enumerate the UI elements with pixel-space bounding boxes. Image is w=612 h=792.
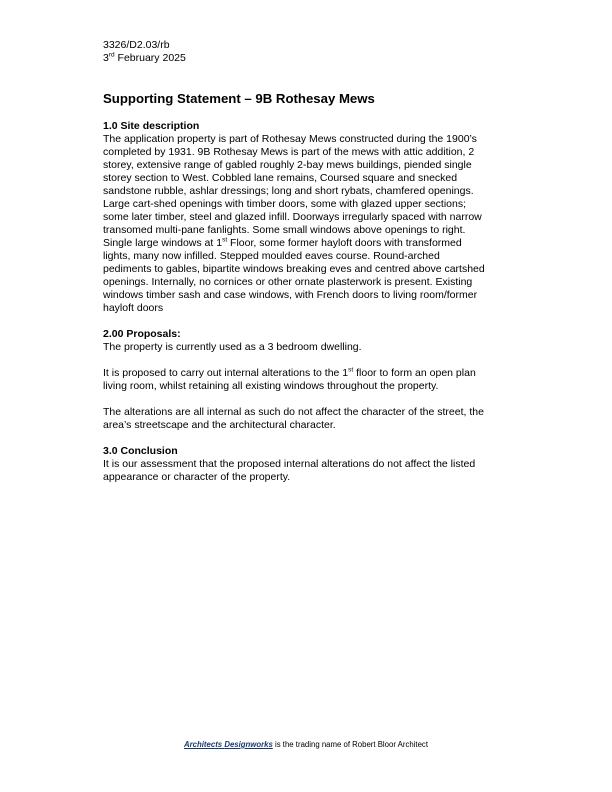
- text-part: The application property is part of Rothesay Mews constructed during the 1900’s completed by 1931. 9B Rothesay Mews is part of the mews with attic addition, 2 storey, extensive range of gabled roughly 2-bay mews buildings, piended single storey section to West. Cobbled lane remains, Coursed square and snecked sandstone rubble, ashlar dressings; long and short rybats, chamfered openings. Large cart-shed openings with timber doors, some with glazed upper sections; some later timber, steel and glazed infill. Doorways irregularly spaced with narrow transomed multi-pane fanlights. Some small windows above openings to right. Single large windows at 1: [103, 133, 482, 249]
- text-part: Floor, some former hayloft doors with transformed lights, many now infilled. Stepped moulded eaves course. Round-arched pediments to gables, bipartite windows breaking eves and centred above cartshed openings. Internally, no cornices or other ornate plasterwork is present. Existing windows timber sash and case windows, with French doors to living room/former hayloft doors: [103, 237, 485, 314]
- document-title: Supporting Statement – 9B Rothesay Mews: [103, 91, 375, 106]
- brand-word: Designworks: [224, 740, 273, 749]
- date-day: 3: [103, 52, 109, 64]
- page-footer: [0, 740, 612, 749]
- date-suffix: rd: [108, 51, 115, 59]
- brand-word: Architects: [184, 740, 225, 749]
- superscript: st: [222, 236, 228, 244]
- document-page: [103, 39, 488, 484]
- section-proposals: [103, 328, 488, 432]
- section-conclusion: [103, 445, 488, 484]
- section-site-description: [103, 120, 488, 315]
- section-heading: 3.0 Conclusion: [103, 445, 178, 457]
- footer-brand: [184, 740, 273, 749]
- section-heading: 1.0 Site description: [103, 120, 200, 132]
- proposals-paragraph: The alterations are all internal as such do not affect the character of the street, the area’s streetscape and the architectural character.: [103, 406, 484, 431]
- site-description-text: [103, 133, 488, 315]
- text-part: It is proposed to carry out internal alterations to the 1: [103, 367, 349, 379]
- date-month-year: February 2025: [114, 52, 186, 64]
- superscript: st: [348, 366, 354, 374]
- reference-number: 3326/D2.03/rb: [103, 39, 170, 51]
- document-date: [103, 52, 488, 65]
- text-part: floor to form an open plan living room, whilst retaining all existing windows throughout the property.: [103, 367, 476, 392]
- section-heading: 2.00 Proposals:: [103, 328, 181, 340]
- conclusion-text: It is our assessment that the proposed internal alterations do not affect the listed appearance or character of the property.: [103, 458, 476, 483]
- footer-tagline: is the trading name of Robert Bloor Architect: [272, 740, 428, 749]
- proposals-paragraph: The property is currently used as a 3 bedroom dwelling.: [103, 341, 362, 353]
- proposals-paragraph: [103, 367, 488, 393]
